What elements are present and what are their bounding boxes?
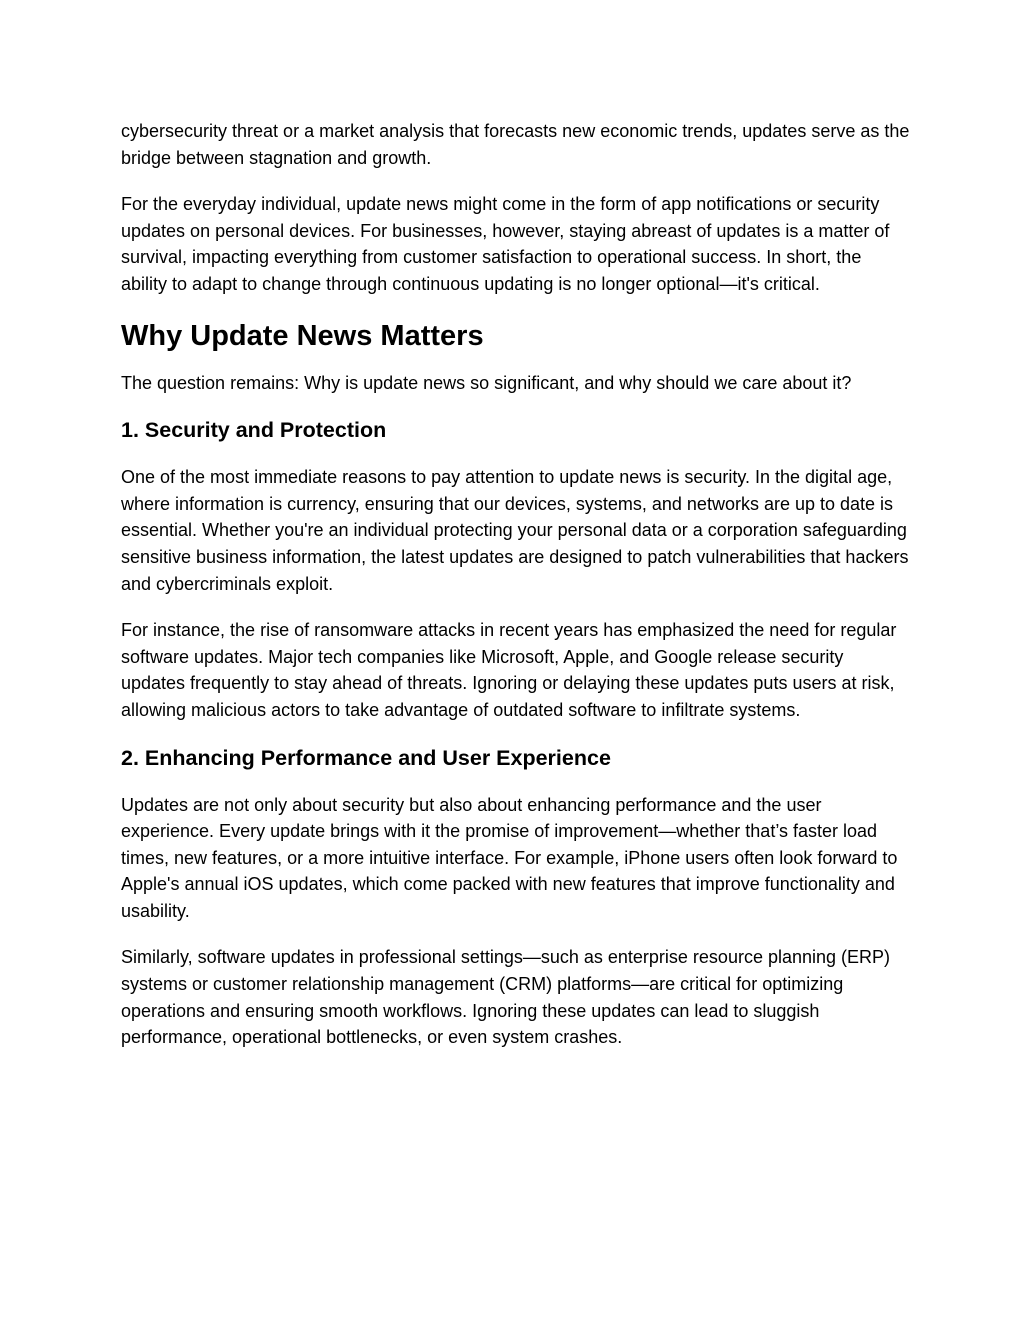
performance-paragraph-1: Updates are not only about security but also about enhancing performance and the user experience. Every update brings with it the promise of improvement—whether that’s faster load times, new features, or a more intuitive interface. For example, iPhone users often look forward to Apple's annual iOS updates, which come packed with new features that improve functionality and usability. bbox=[121, 794, 898, 921]
document-page bbox=[121, 118, 911, 1071]
intro-paragraph-continued: cybersecurity threat or a market analysis that forecasts new economic trends, updates serve as the bridge between stagnation and growth. bbox=[121, 121, 910, 168]
subheading-security: 1. Security and Protection bbox=[121, 418, 387, 443]
security-paragraph-1: One of the most immediate reasons to pay attention to update news is security. In the digital age, where information is currency, ensuring that our devices, systems, and networks are up to date is essential. Whether you're an individual protecting your personal data or a corporation safeguarding sensitive business information, the latest updates are designed to patch vulnerabilities that hackers and cybercriminals exploit. bbox=[121, 467, 909, 594]
security-paragraph-2: For instance, the rise of ransomware attacks in recent years has emphasized the need for regular software updates. Major tech companies like Microsoft, Apple, and Google release security updates frequently to stay ahead of threats. Ignoring or delaying these updates puts users at risk, allowing malicious actors to take advantage of outdated software to infiltrate systems. bbox=[121, 620, 897, 720]
subheading-performance: 2. Enhancing Performance and User Experience bbox=[121, 745, 611, 770]
intro-paragraph: For the everyday individual, update news might come in the form of app notifications or security updates on personal devices. For businesses, however, staying abreast of updates is a matter of survival, impacting everything from customer satisfaction to operational success. In short, the ability to adapt to change through continuous updating is no longer optional—it's critical. bbox=[121, 194, 890, 294]
section-intro-paragraph: The question remains: Why is update news so significant, and why should we care about it? bbox=[121, 372, 852, 393]
section-heading: Why Update News Matters bbox=[121, 319, 484, 352]
performance-paragraph-2: Similarly, software updates in professional settings—such as enterprise resource planning (ERP) systems or customer relationship management (CRM) platforms—are critical for optimizing operations and ensuring smooth workflows. Ignoring these updates can lead to sluggish performance, operational bottlenecks, or even system crashes. bbox=[121, 947, 891, 1048]
